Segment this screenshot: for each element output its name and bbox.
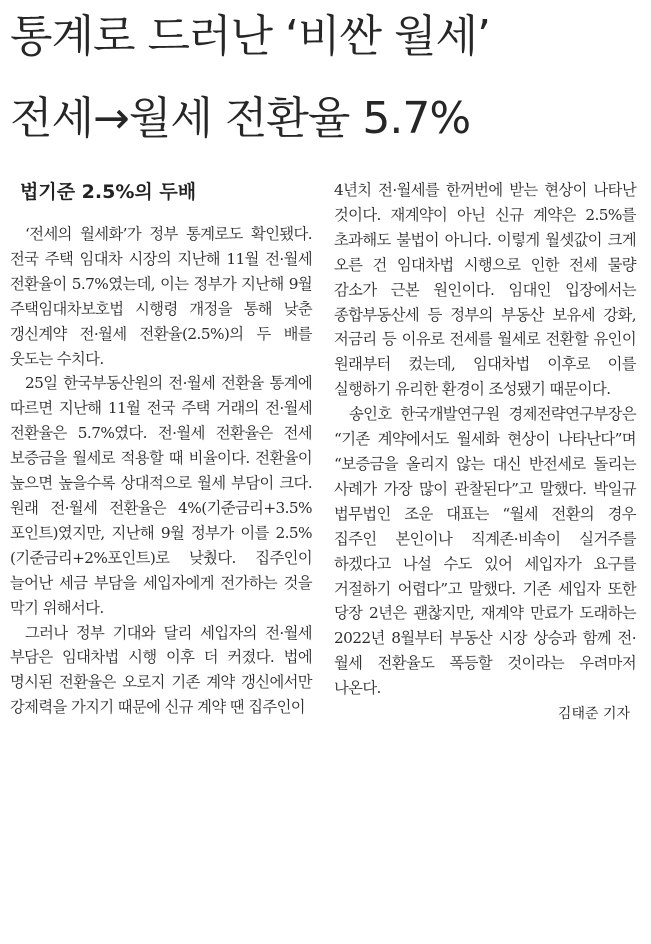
body-paragraph-1: ‘전세의 월세화’가 정부 통계로도 확인됐다. 전국 주택 임대차 시장의 지난해 11월 전·월세 전환율이 5.7%였는데, 이는 정부가 지난해 9월 주택임대차보호법 시행령 개정을 통해 낮춘 갱신계약 전·월세 전환율(2.5%)의 두 배를 웃도는 수치다. bbox=[10, 225, 312, 368]
headline-line-2: 전세→월세 전환율 5.7% bbox=[10, 93, 471, 144]
body-paragraph-3: 그러나 정부 기대와 달리 세입자의 전·월세 부담은 임대차법 시행 이후 더 커졌다. 법에 명시된 전환율은 오로지 기존 계약 갱신에서만 강제력을 가지기 때문에 신규 계약 땐 집주인이 bbox=[10, 623, 312, 717]
byline: 김태준 기자 bbox=[557, 706, 630, 723]
left-column bbox=[10, 178, 312, 720]
right-column bbox=[334, 178, 636, 725]
body-paragraph-3-continued: 4년치 전·월세를 한꺼번에 받는 현상이 나타난 것이다. 재계약이 아닌 신규 계약은 2.5%를 초과해도 불법이 아니다. 이렇게 월셋값이 크게 오른 건 임대차법 시행으로 인한 전세 물량 감소가 근본 원인이다. 임대인 입장에서는 종합부동산세 등 정부의 부동산 보유세 강화, 저금리 등 이유로 전세를 월세로 전환할 유인이 원래부터 컸는데, 임대차법 이후로 이를 실행하기 유리한 환경이 조성됐기 때문이다. bbox=[334, 181, 636, 399]
subheadline: 법기준 2.5%의 두배 bbox=[20, 181, 197, 203]
body-paragraph-2: 25일 한국부동산원의 전·월세 전환율 통계에 따르면 지난해 11월 전국 주택 거래의 전·월세 전환율은 5.7%였다. 전·월세 전환율은 전세 보증금을 월세로 적용할 때 비율이다. 전환율이 높으면 높을수록 상대적으로 월세 부담이 크다. 원래 전·월세 전환율은 4%(기준금리+3.5%포인트)였지만, 지난해 9월 정부가 이를 2.5%(기준금리+2%포인트)로 낮췄다. 집주인이 늘어난 세금 부담을 세입자에게 전가하는 것을 막기 위해서다. bbox=[10, 374, 312, 617]
body-paragraph-4: 송인호 한국개발연구원 경제전략연구부장은 “기존 계약에서도 월세화 현상이 나타난다”며 “보증금을 올리지 않는 대신 반전세로 돌리는 사례가 가장 많이 관찰된다”고 말했다. 박일규 법무법인 조운 대표는 “월세 전환의 경우 집주인 본인이나 직계존·비속이 실거주를 하겠다고 나설 수도 있어 세입자가 요구를 거절하기 어렵다”고 말했다. 기존 세입자 또한 당장 2년은 괜찮지만, 재계약 만료가 도래하는 2022년 8월부터 부동산 시장 상승과 함께 전·월세 전환율도 폭등할 것이라는 우려마저 나온다. bbox=[334, 405, 636, 698]
headline-line-1: 통계로 드러난 ‘비싼 월세’ bbox=[10, 11, 490, 62]
